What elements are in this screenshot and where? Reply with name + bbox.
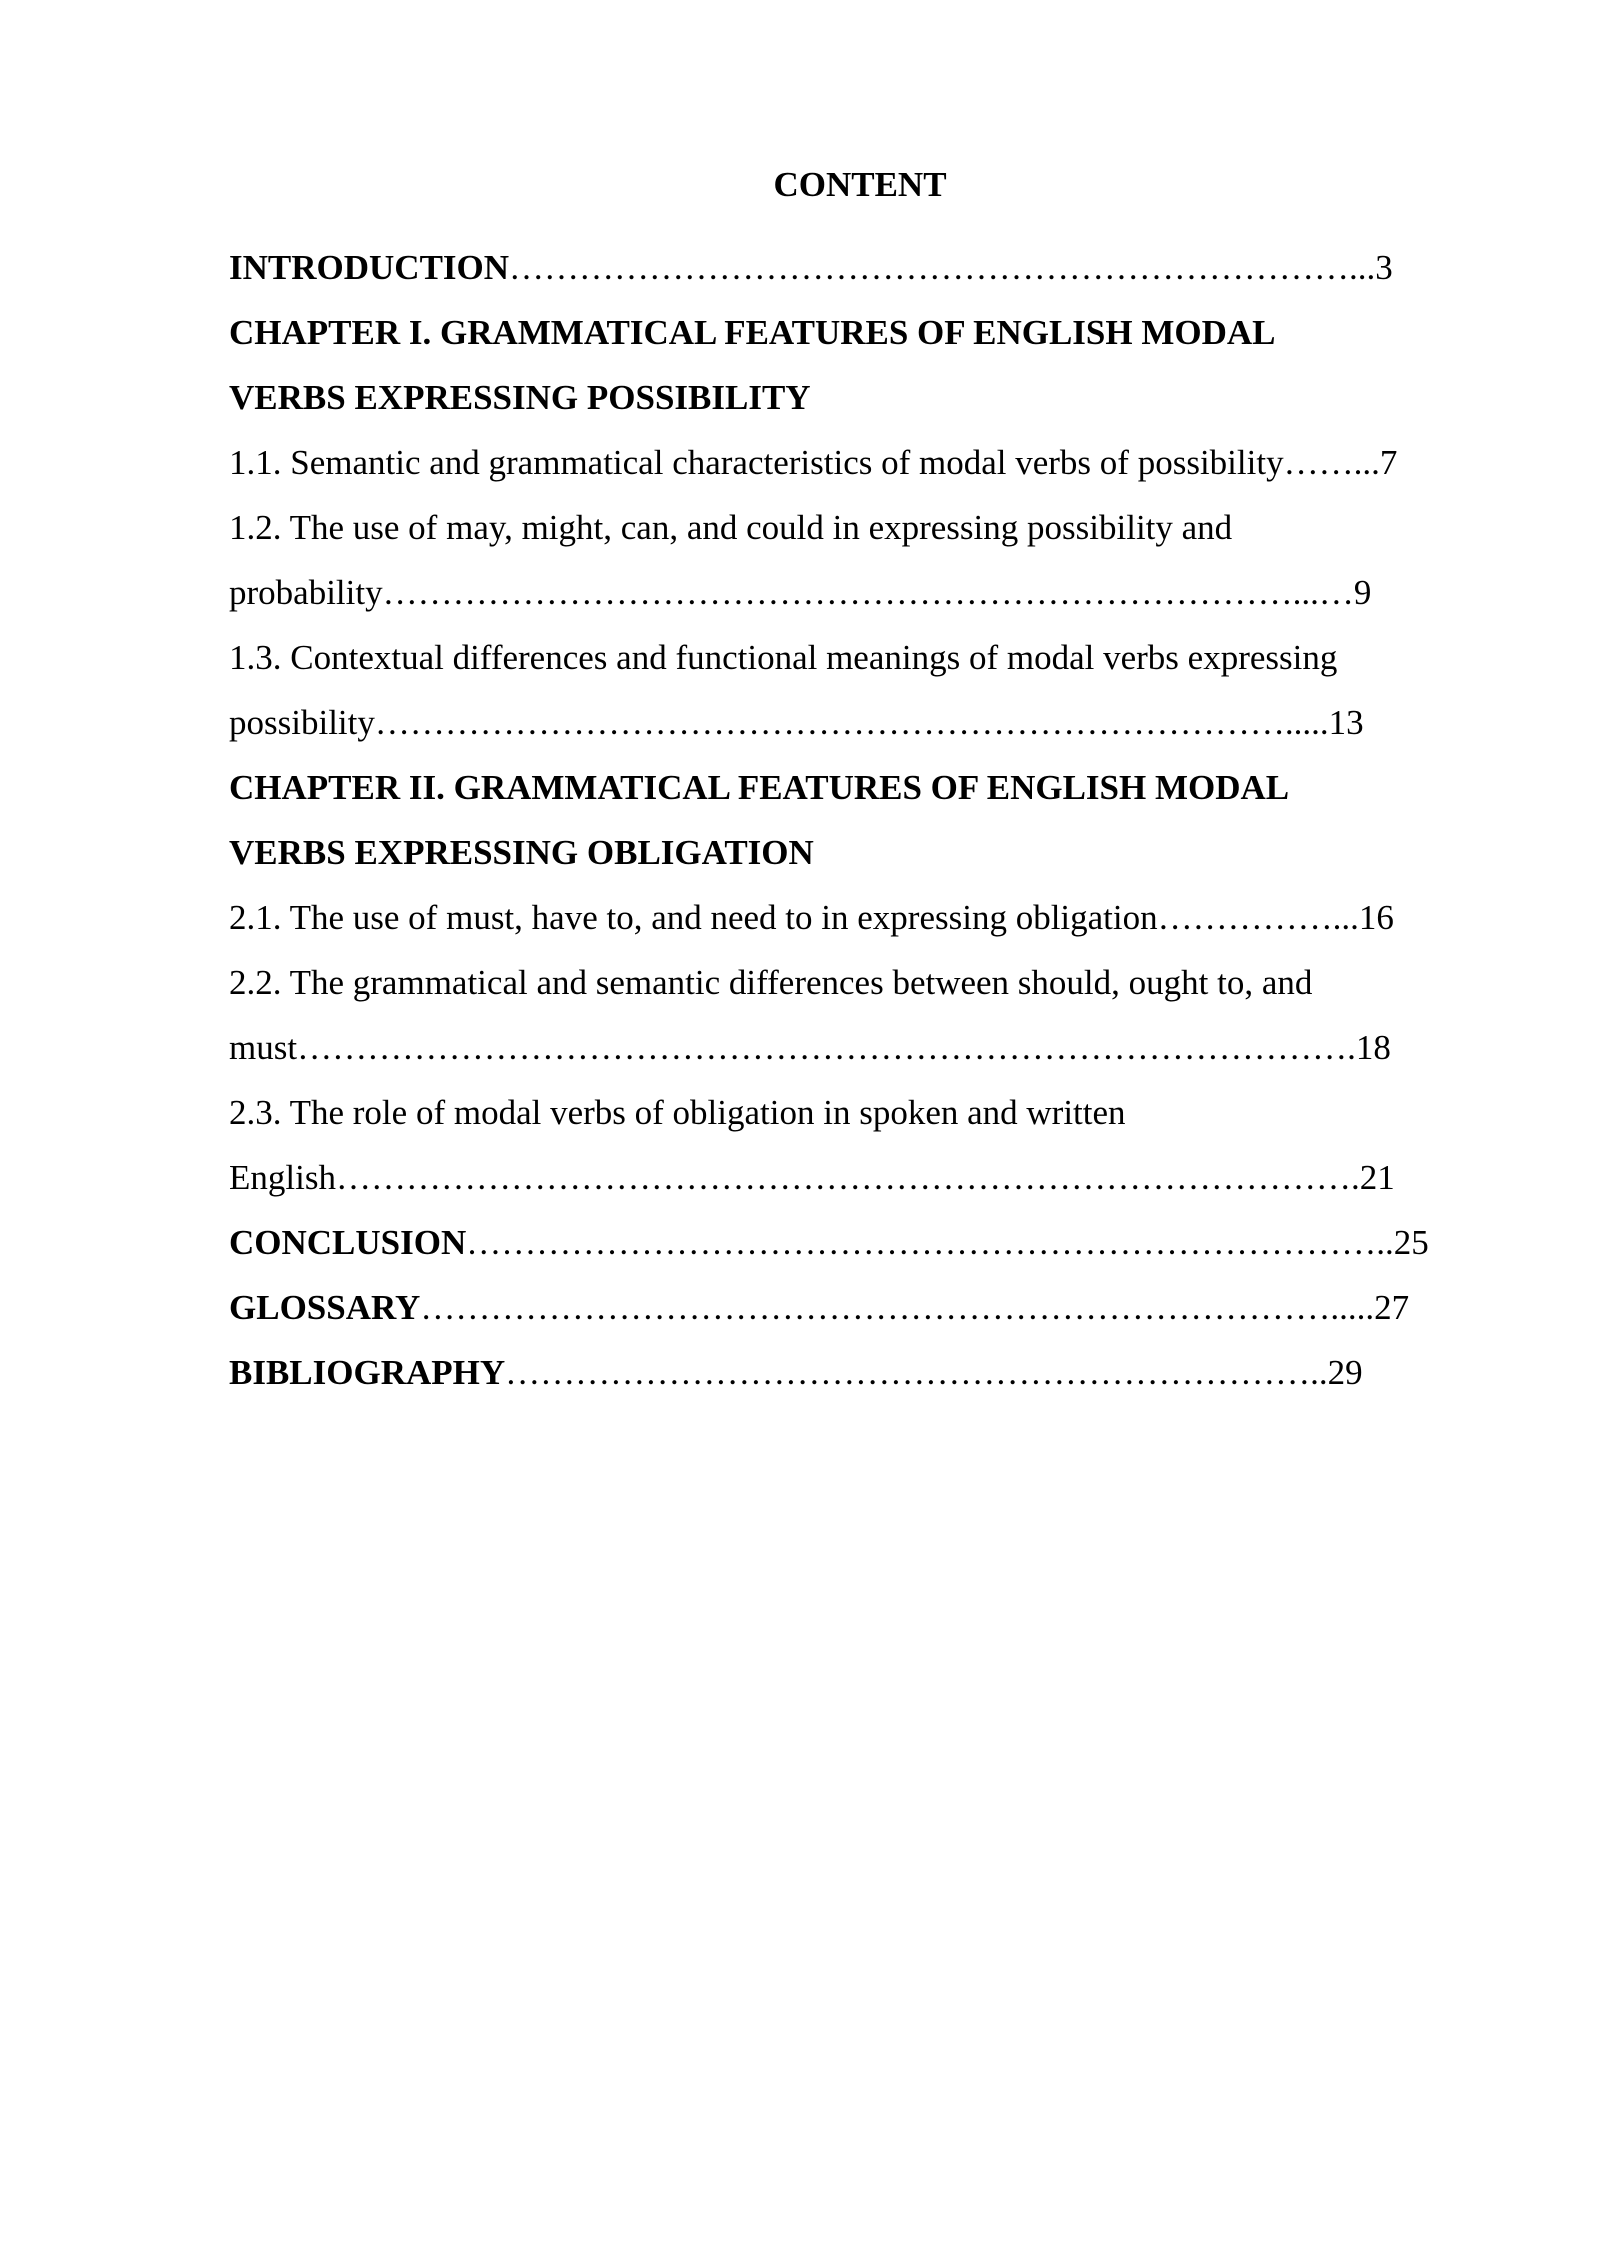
toc-line (229, 1275, 1490, 1340)
toc-entry-label: CHAPTER I. GRAMMATICAL FEATURES OF ENGLISH MODAL (229, 313, 1276, 352)
toc-entry-label: 2.2. The grammatical and semantic differences between should, ought to, and (229, 963, 1313, 1002)
toc-line (229, 365, 1490, 430)
toc-entry-label: BIBLIOGRAPHY (229, 1353, 506, 1392)
toc-line (229, 1340, 1490, 1405)
toc-line (229, 235, 1490, 300)
toc-entry-label: GLOSSARY (229, 1288, 421, 1327)
toc-leader-and-page: …………………………………………………………………………….21 (335, 1158, 1395, 1197)
toc-entry-label: CHAPTER II. GRAMMATICAL FEATURES OF ENGLISH MODAL (229, 768, 1290, 807)
toc-entry-label: 2.1. The use of must, have to, and need to in expressing obligation (229, 898, 1158, 937)
toc-line (229, 755, 1490, 820)
toc-line (229, 1080, 1490, 1145)
toc-line (229, 495, 1490, 560)
toc-entry-label: English (229, 1158, 336, 1197)
toc-line (229, 690, 1490, 755)
toc-leader-and-page: ……...7 (1283, 443, 1398, 482)
toc-leader-and-page: ……………………………………………………………………..25 (466, 1223, 1429, 1262)
toc-leader-and-page: …………………………………………………………………….....27 (420, 1288, 1410, 1327)
toc-line (229, 885, 1490, 950)
toc-leader-and-page: ………………………………………………………………...3 (509, 248, 1393, 287)
toc-line (229, 1145, 1490, 1210)
toc-line (229, 560, 1490, 625)
toc-entry-label: VERBS EXPRESSING OBLIGATION (229, 833, 814, 872)
toc-entry-label: possibility (229, 703, 375, 742)
toc-entry-label: 2.3. The role of modal verbs of obligation in spoken and written (229, 1093, 1126, 1132)
toc-line (229, 300, 1490, 365)
toc-entry-label: INTRODUCTION (229, 248, 510, 287)
toc-line (229, 1015, 1490, 1080)
toc-line (229, 430, 1490, 495)
toc-entry-label: CONCLUSION (229, 1223, 467, 1262)
toc-line (229, 820, 1490, 885)
toc-entry-label: 1.3. Contextual differences and functional meanings of modal verbs expressing (229, 638, 1338, 677)
toc-entry-label: VERBS EXPRESSING POSSIBILITY (229, 378, 811, 417)
toc-line (229, 625, 1490, 690)
toc-leader-and-page: ……………………………………………………………………………….18 (297, 1028, 1391, 1067)
toc-entry-label: 1.2. The use of may, might, can, and could in expressing possibility and (229, 508, 1233, 547)
toc-line (229, 1210, 1490, 1275)
toc-entry-label: 1.1. Semantic and grammatical characteristics of modal verbs of possibility (229, 443, 1284, 482)
toc-leader-and-page: ……………...16 (1157, 898, 1394, 937)
toc-entry-label: probability (229, 573, 383, 612)
toc-leader-and-page: …………………………………………………………………….....13 (374, 703, 1364, 742)
toc-leader-and-page: ……………………………………………………………..29 (505, 1353, 1363, 1392)
toc-line (229, 950, 1490, 1015)
table-of-contents (229, 235, 1490, 1405)
toc-leader-and-page: ……………………………………………………………………...…9 (382, 573, 1372, 612)
toc-entry-label: must (229, 1028, 298, 1067)
page-title: CONTENT (773, 165, 947, 204)
